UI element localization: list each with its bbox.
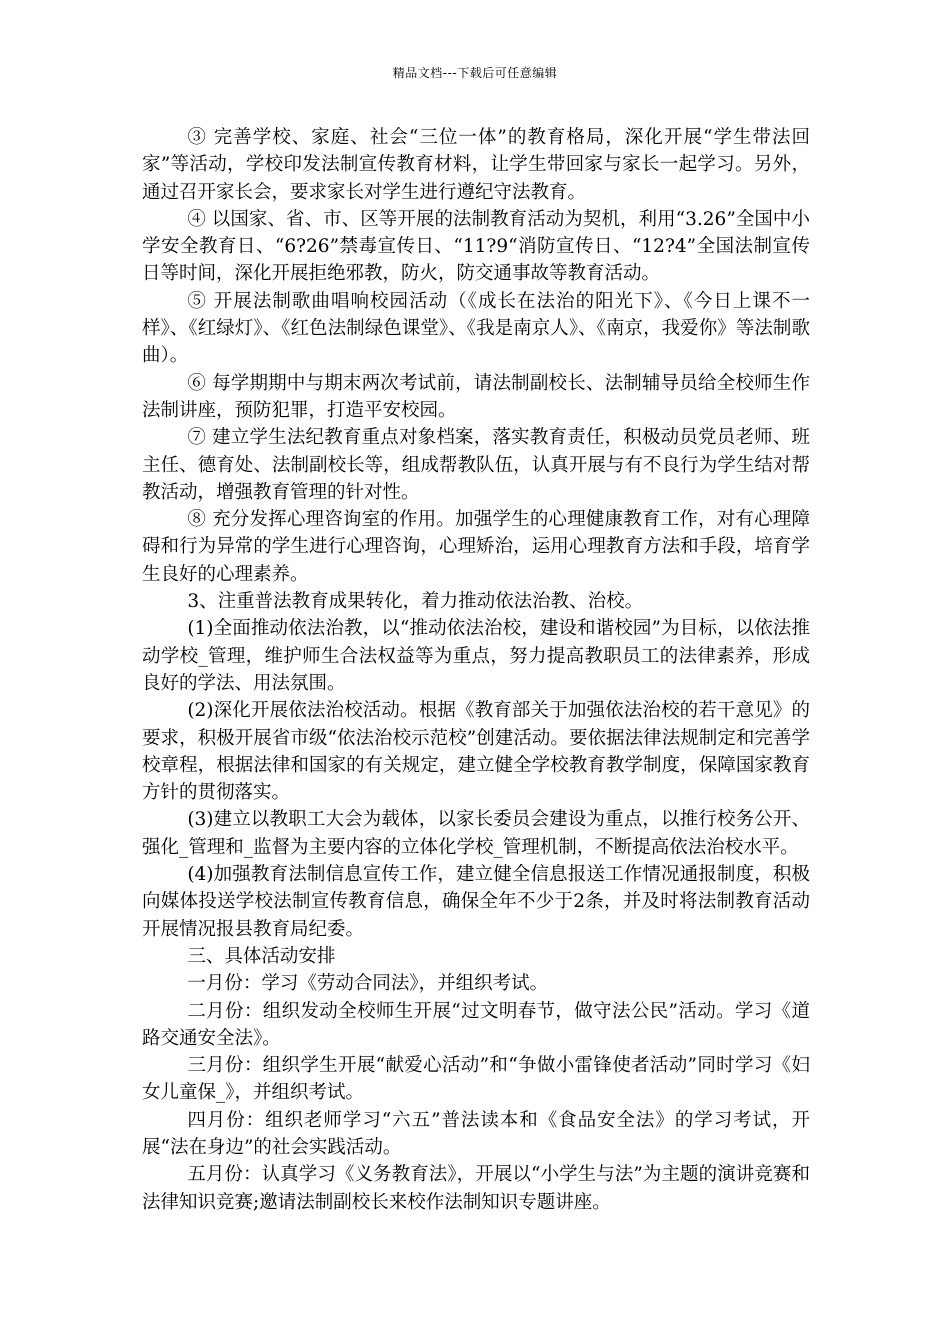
paragraph-item-4: ④ 以国家、省、市、区等开展的法制教育活动为契机，利用“3.26”全国中小学安全教育日、“6?26”禁毒宣传日、“11?9“消防宣传日、“12?4”全国法制宣传日等时间，深化开展拒绝邪教，防火，防交通事故等教育活动。 bbox=[142, 208, 810, 285]
paragraph-sub-1: (1)全面推动依法治教，以“推动依法治校，建设和谐校园”为目标，以依法推动学校_管理，维护师生合法权益等为重点，努力提高教职员工的法律素养，形成良好的学法、用法氛围。 bbox=[142, 618, 810, 694]
paragraph-sub-4: (4)加强教育法制信息宣传工作，建立健全信息报送工作情况通报制度，积极向媒体投送学校法制宣传教育信息，确保全年不少于2条，并及时将法制教育活动开展情况报县教育局纪委。 bbox=[142, 864, 810, 940]
paragraph-item-5: ⑤ 开展法制歌曲唱响校园活动（《成长在法治的阳光下》、《今日上课不一样》、《红绿灯》、《红色法制绿色课堂》、《我是南京人》、《南京，我爱你》等法制歌曲）。 bbox=[142, 290, 810, 367]
schedule-january: 一月份：学习《劳动合同法》，并组织考试。 bbox=[187, 973, 549, 995]
paragraph-item-8: ⑧ 充分发挥心理咨询室的作用。加强学生的心理健康教育工作，对有心理障碍和行为异常的学生进行心理咨询，心理矫治，运用心理教育方法和手段，培育学生良好的心理素养。 bbox=[142, 509, 810, 585]
page-header: 精品文档---下载后可任意编辑 bbox=[392, 66, 558, 80]
paragraph-sub-3: (3)建立以教职工大会为载体，以家长委员会建设为重点，以推行校务公开、强化_管理和_监督为主要内容的立体化学校_管理机制，不断提高依法治校水平。 bbox=[142, 809, 810, 858]
document-body bbox=[142, 124, 810, 1216]
section-heading-activities: 三、具体活动安排 bbox=[187, 945, 336, 967]
schedule-february: 二月份：组织发动全校师生开展“过文明春节，做守法公民”活动。学习《道路交通安全法》。 bbox=[142, 1000, 810, 1049]
schedule-march: 三月份：组织学生开展“献爱心活动”和“争做小雷锋使者活动”同时学习《妇女儿童保_》，并组织考试。 bbox=[142, 1055, 810, 1104]
paragraph-item-7: ⑦ 建立学生法纪教育重点对象档案，落实教育责任，积极动员党员老师、班主任、德育处、法制副校长等，组成帮教队伍，认真开展与有不良行为学生结对帮教活动，增强教育管理的针对性。 bbox=[142, 427, 810, 503]
schedule-may: 五月份：认真学习《义务教育法》，开展以“小学生与法”为主题的演讲竞赛和法律知识竞赛;邀请法制副校长来校作法制知识专题讲座。 bbox=[142, 1164, 810, 1213]
paragraph-item-6: ⑥ 每学期期中与期末两次考试前，请法制副校长、法制辅导员给全校师生作法制讲座，预防犯罪，打造平安校园。 bbox=[142, 372, 810, 421]
paragraph-item-3: ③ 完善学校、家庭、社会“三位一体”的教育格局，深化开展“学生带法回家”等活动，学校印发法制宣传教育材料，让学生带回家与家长一起学习。另外，通过召开家长会，要求家长对学生进行遵纪守法教育。 bbox=[142, 127, 810, 203]
paragraph-sub-2: (2)深化开展依法治校活动。根据《教育部关于加强依法治校的若干意见》的要求，积极开展省市级“依法治校示范校”创建活动。要依据法律法规制定和完善学校章程，根据法律和国家的有关规定，建立健全学校教育教学制度，保障国家教育方针的贯彻落实。 bbox=[142, 700, 810, 804]
section-heading-3: 3、注重普法教育成果转化，着力推动依法治教、治校。 bbox=[187, 591, 644, 613]
schedule-april: 四月份：组织老师学习“六五”普法读本和《食品安全法》的学习考试，开展“法在身边”的社会实践活动。 bbox=[142, 1109, 810, 1158]
